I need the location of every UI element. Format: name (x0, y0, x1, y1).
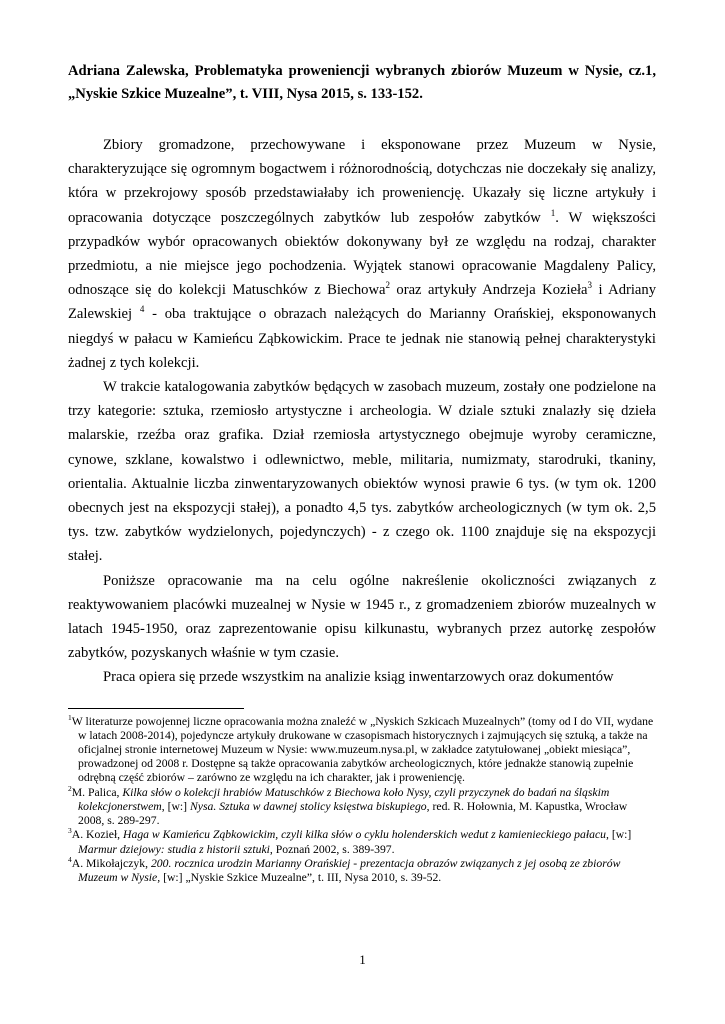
footnote-4-author: A. Mikołajczyk, (71, 856, 151, 870)
footnote-ref-3[interactable]: 3 (587, 280, 593, 291)
footnote-3-title: Haga w Kamieńcu Ząbkowickim, czyli kilka słów o cyklu holenderskich wedut z kamienieckiego pałacu, (123, 828, 609, 842)
paragraph-1-text-a: Zbiory gromadzone, przechowywane i eksponowane przez Muzeum w Nysie, charakteryzujące się ogromnym bogactwem i różnorodnością, dotychczas nie doczekały się analizy, która w przekrojowy sposób przedstawiałaby ich proweniencję. Ukazały się liczne artykuły i opracowania dotyczące poszczególnych zabytków lub zespołów zabytków (68, 137, 656, 226)
paragraph-4: Praca opiera się przede wszystkim na analizie ksiąg inwentarzowych oraz dokumentów (103, 669, 614, 686)
page-number: 1 (359, 952, 366, 967)
paragraph-1-text-c: oraz artykuły Andrzeja Kozieła (389, 282, 588, 299)
paragraph-2: W trakcie katalogowania zabytków będących w zasobach muzeum, zostały one podzielone na trzy kategorie: sztuka, rzemiosło artystyczne i archeologia. W dziale sztuki znalazły się dzieła malarskie, rzeźba oraz grafika. Dział rzemiosła artystycznego obejmuje wyroby ceramiczne, cynowe, szklane, kowalstwo i odlewnictwo, meble, militaria, numizmaty, starodruki, tkaniny, orientalia. Aktualnie liczba zinwentaryzowanych obiektów wynosi prawie 6 tys. (w tym ok. 1200 obecnych jest na ekspozycji stałej), a ponadto 4,5 tys. zabytków archeologicznych (w tym ok. 2,5 tys. tzw. zabytków wydzielonych, pojedynczych) - z czego ok. 1100 znajduje się na ekspozycji stałej. (68, 379, 656, 565)
footnote-2-book: Nysa. Sztuka w dawnej stolicy księstwa biskupiego (189, 799, 427, 813)
footnote-3-author: A. Kozieł, (71, 828, 124, 842)
article-citation-header: Adriana Zalewska, Problematyka proweniencji wybranych zbiorów Muzeum w Nysie, cz.1, „Nyskie Szkice Muzealne”, t. VIII, Nysa 2015, s. 133-152. (68, 63, 656, 102)
footnote-4-details: [w:] „Nyskie Szkice Muzealne”, t. III, Nysa 2010, s. 39-52. (160, 870, 442, 884)
document-page (68, 60, 656, 885)
footnote-4-title: 200. rocznica urodzin Marianny Orańskiej - prezentacja obrazów związanych z jej osobą ze zbiorów Muzeum w Nysie, (78, 856, 621, 884)
footnote-3 (68, 828, 656, 856)
footnote-2-number: 2 (68, 783, 72, 793)
paragraph-1-text-e: - oba traktujące o obrazach należących do Marianny Orańskiej, eksponowanych niegdyś w pałacu w Kamieńcu Ząbkowickim. Prace te jednak nie stanowią pełnej charakterystyki żadnej z tych kolekcji. (68, 306, 656, 371)
footnote-2-author: M. Palica, (71, 785, 123, 799)
footnote-2-title: Kilka słów o kolekcji hrabiów Matuschków z Biechowa koło Nysy, czyli przyczynek do badań na śląskim kolekcjonerstwem (78, 785, 610, 813)
footnote-1-text: W literaturze powojennej liczne opracowania można znaleźć w „Nyskich Szkicach Muzealnych” (tomy od I do VII, wydane w latach 2008-2014), pojedyncze artykuły drukowane w czasopismach historycznych i zajmujących się sztuką, a także na oficjalnej stronie internetowej Muzeum w Nysie: www.muzeum.nysa.pl, w zakładce zatytułowanej „obiekt miesiąca”, prowadzonej od 2008 r. Dostępne są także opracowania zabytków archeologicznych, które jednakże stanowią zupełnie odrębną część zbiorów – zarówno ze względu na ich charakter, jak i proweniencję. (71, 714, 654, 785)
paragraph-1 (68, 133, 656, 375)
footnote-2-in: , [w:] (161, 799, 190, 813)
footnote-3-book: Marmur dziejowy: studia z historii sztuki (78, 842, 270, 856)
footnote-3-number: 3 (68, 826, 72, 836)
footnote-1-number: 1 (68, 712, 72, 722)
paragraph-1-text-d: i Adriany Zalewskiej (68, 282, 656, 323)
footnote-1 (68, 712, 656, 786)
footnote-3-in: [w:] (608, 828, 632, 842)
footnote-3-details: , Poznań 2002, s. 389-397. (269, 842, 395, 856)
footnote-2 (68, 783, 656, 829)
footnote-separator (68, 708, 244, 709)
paragraph-3: Poniższe opracowanie ma na celu ogólne nakreślenie okoliczności związanych z reaktywowaniem placówki muzealnej w Nysie w 1945 r., z gromadzeniem zbiorów muzealnych w latach 1945-1950, oraz zaprezentowanie opisu kilkunastu, wybranych przez autorkę zespołów zabytków, pozyskanych właśnie w tym czasie. (68, 572, 656, 662)
footnote-ref-2[interactable]: 2 (385, 280, 390, 291)
footnote-ref-1[interactable]: 1 (550, 207, 556, 218)
footnote-4-number: 4 (68, 854, 72, 864)
paragraph-1-text-b: . W większości przypadków wybór opracowanych obiektów dokonywany był ze względu na rodzaj, charakter przedmiotu, a nie miejsce jego pochodzenia. Wyjątek stanowi opracowanie Magdaleny Palicy, odnoszące się do kolekcji Matuschków z Biechowa (68, 209, 656, 299)
footnote-ref-4[interactable]: 4 (139, 304, 145, 315)
footnotes (68, 712, 656, 885)
footnote-2-details: , red. R. Hołownia, M. Kapustka, Wrocław 2008, s. 289-297. (78, 799, 628, 828)
footnote-4 (68, 854, 656, 885)
